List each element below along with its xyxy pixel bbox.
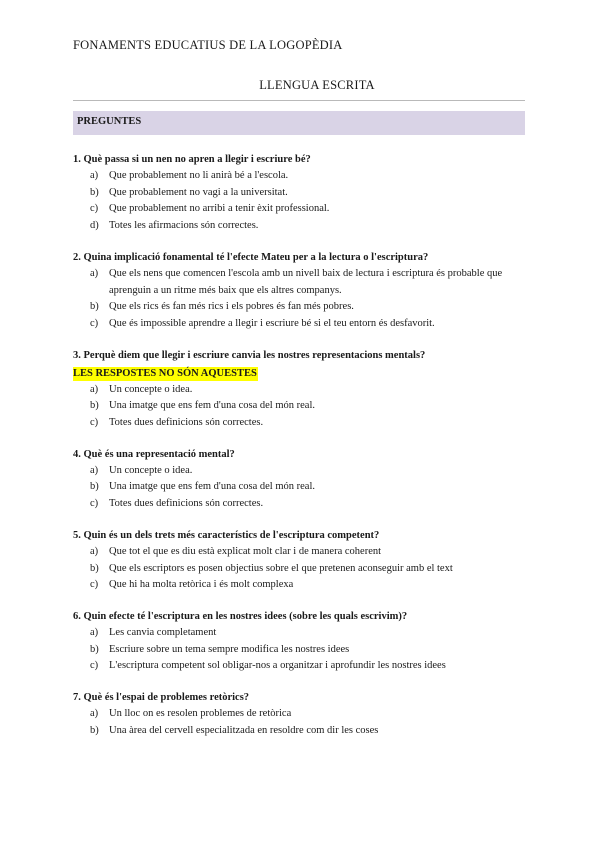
question-title: 3. Perquè diem que llegir i escriure canvia les nostres representacions mentals? xyxy=(73,349,426,361)
answer-option xyxy=(73,201,533,218)
answer-option xyxy=(73,299,533,316)
answer-option xyxy=(73,544,533,561)
question-title: 7. Què és l'espai de problemes retòrics? xyxy=(73,692,250,704)
header-divider xyxy=(73,100,525,101)
document-subtitle: LLENGUA ESCRITA xyxy=(259,78,375,92)
answer-option xyxy=(73,185,533,202)
option-letter: b) xyxy=(90,400,99,412)
answer-option xyxy=(73,316,533,333)
option-text: Un concepte o idea. xyxy=(109,464,193,476)
question-block xyxy=(73,609,533,675)
question-block xyxy=(73,348,533,432)
option-list xyxy=(73,382,533,432)
option-text: Una àrea del cervell especialitzada en resoldre com dir les coses xyxy=(109,724,379,736)
answer-option xyxy=(73,642,533,659)
option-letter: c) xyxy=(90,498,99,510)
option-letter: c) xyxy=(90,579,99,591)
option-letter: a) xyxy=(90,464,99,476)
option-letter: b) xyxy=(90,186,99,198)
question-block xyxy=(73,250,533,333)
option-letter: a) xyxy=(90,545,99,557)
option-letter: a) xyxy=(90,708,99,720)
option-text: Que probablement no li anirà bé a l'escola. xyxy=(109,170,289,181)
question-list xyxy=(73,152,533,754)
answer-option xyxy=(73,479,533,496)
question-title: 6. Quin efecte té l'escriptura en les nostres idees (sobre les quals escrivim)? xyxy=(73,610,408,622)
option-letter: b) xyxy=(90,301,99,313)
answer-option xyxy=(73,658,533,675)
section-band xyxy=(73,111,525,135)
answer-option xyxy=(73,168,533,185)
option-list xyxy=(73,625,533,675)
option-text: Totes dues definicions són correctes. xyxy=(109,417,264,429)
option-letter: a) xyxy=(90,170,99,181)
option-text: Un lloc on es resolen problemes de retòrica xyxy=(109,708,292,720)
question-block xyxy=(73,447,533,513)
option-text: Les canvia completament xyxy=(109,626,217,638)
option-letter: a) xyxy=(90,626,99,638)
question-title: 4. Què és una representació mental? xyxy=(73,448,235,460)
option-text: Escriure sobre un tema sempre modifica les nostres idees xyxy=(109,643,350,655)
option-list xyxy=(73,168,533,235)
option-letter: b) xyxy=(90,481,99,493)
answer-option xyxy=(73,218,533,235)
question-block xyxy=(73,690,533,739)
answer-option xyxy=(73,266,533,299)
answer-option xyxy=(73,625,533,642)
option-list xyxy=(73,544,533,594)
option-text: Que probablement no vagi a la universitat. xyxy=(109,186,288,198)
option-text: Que els escriptors es posen objectius sobre el que pretenen aconseguir amb el text xyxy=(109,562,453,574)
option-text: L'escriptura competent sol obligar-nos a organitzar i aprofundir les nostres idees xyxy=(109,660,446,672)
option-text: Una imatge que ens fem d'una cosa del món real. xyxy=(109,481,315,493)
question-title: 1. Què passa si un nen no apren a llegir i escriure bé? xyxy=(73,154,311,165)
option-text: Que tot el que es diu està explicat molt clar i de manera coherent xyxy=(109,545,382,557)
option-text: Un concepte o idea. xyxy=(109,383,193,395)
option-list xyxy=(73,463,533,513)
option-letter: a) xyxy=(90,267,99,279)
answer-option xyxy=(73,398,533,415)
answer-option xyxy=(73,706,533,723)
option-list xyxy=(73,706,533,739)
question-title: 5. Quin és un dels trets més característics de l'escriptura competent? xyxy=(73,529,380,541)
option-letter: b) xyxy=(90,643,99,655)
option-text: Una imatge que ens fem d'una cosa del món real. xyxy=(109,400,315,412)
option-letter: b) xyxy=(90,724,99,736)
question-title: 2. Quina implicació fonamental té l'efecte Mateu per a la lectura o l'escriptura? xyxy=(73,251,429,263)
option-letter: c) xyxy=(90,203,99,215)
option-text: Que hi ha molta retòrica i és molt complexa xyxy=(109,579,294,591)
document-title: FONAMENTS EDUCATIUS DE LA LOGOPÈDIA xyxy=(73,38,343,52)
answer-option xyxy=(73,496,533,513)
answer-option xyxy=(73,415,533,432)
option-letter: b) xyxy=(90,562,99,574)
option-letter: c) xyxy=(90,317,99,329)
option-letter: d) xyxy=(90,220,99,232)
answer-option xyxy=(73,561,533,578)
question-block xyxy=(73,528,533,594)
answer-option xyxy=(73,382,533,399)
option-letter: c) xyxy=(90,660,99,672)
option-text: Totes les afirmacions són correctes. xyxy=(109,220,259,232)
option-text: Que és impossible aprendre a llegir i escriure bé si el teu entorn és desfavorit. xyxy=(109,317,435,329)
option-text: Que els rics és fan més rics i els pobres és fan més pobres. xyxy=(109,301,354,313)
option-letter: c) xyxy=(90,417,99,429)
question-block xyxy=(73,152,533,235)
answer-option xyxy=(73,463,533,480)
answer-option xyxy=(73,723,533,740)
option-list xyxy=(73,266,533,333)
section-label: PREGUNTES xyxy=(77,116,142,127)
option-text: Que probablement no arribi a tenir èxit professional. xyxy=(109,203,330,215)
answer-option xyxy=(73,577,533,594)
option-text: Totes dues definicions són correctes. xyxy=(109,498,264,510)
option-letter: a) xyxy=(90,383,99,395)
highlighted-note: LES RESPOSTES NO SÓN AQUESTES xyxy=(73,367,257,379)
option-text: Que els nens que comencen l'escola amb un nivell baix de lectura i escriptura és probable que aprenguin a un ritme més baix que els altres companys. xyxy=(109,267,503,296)
